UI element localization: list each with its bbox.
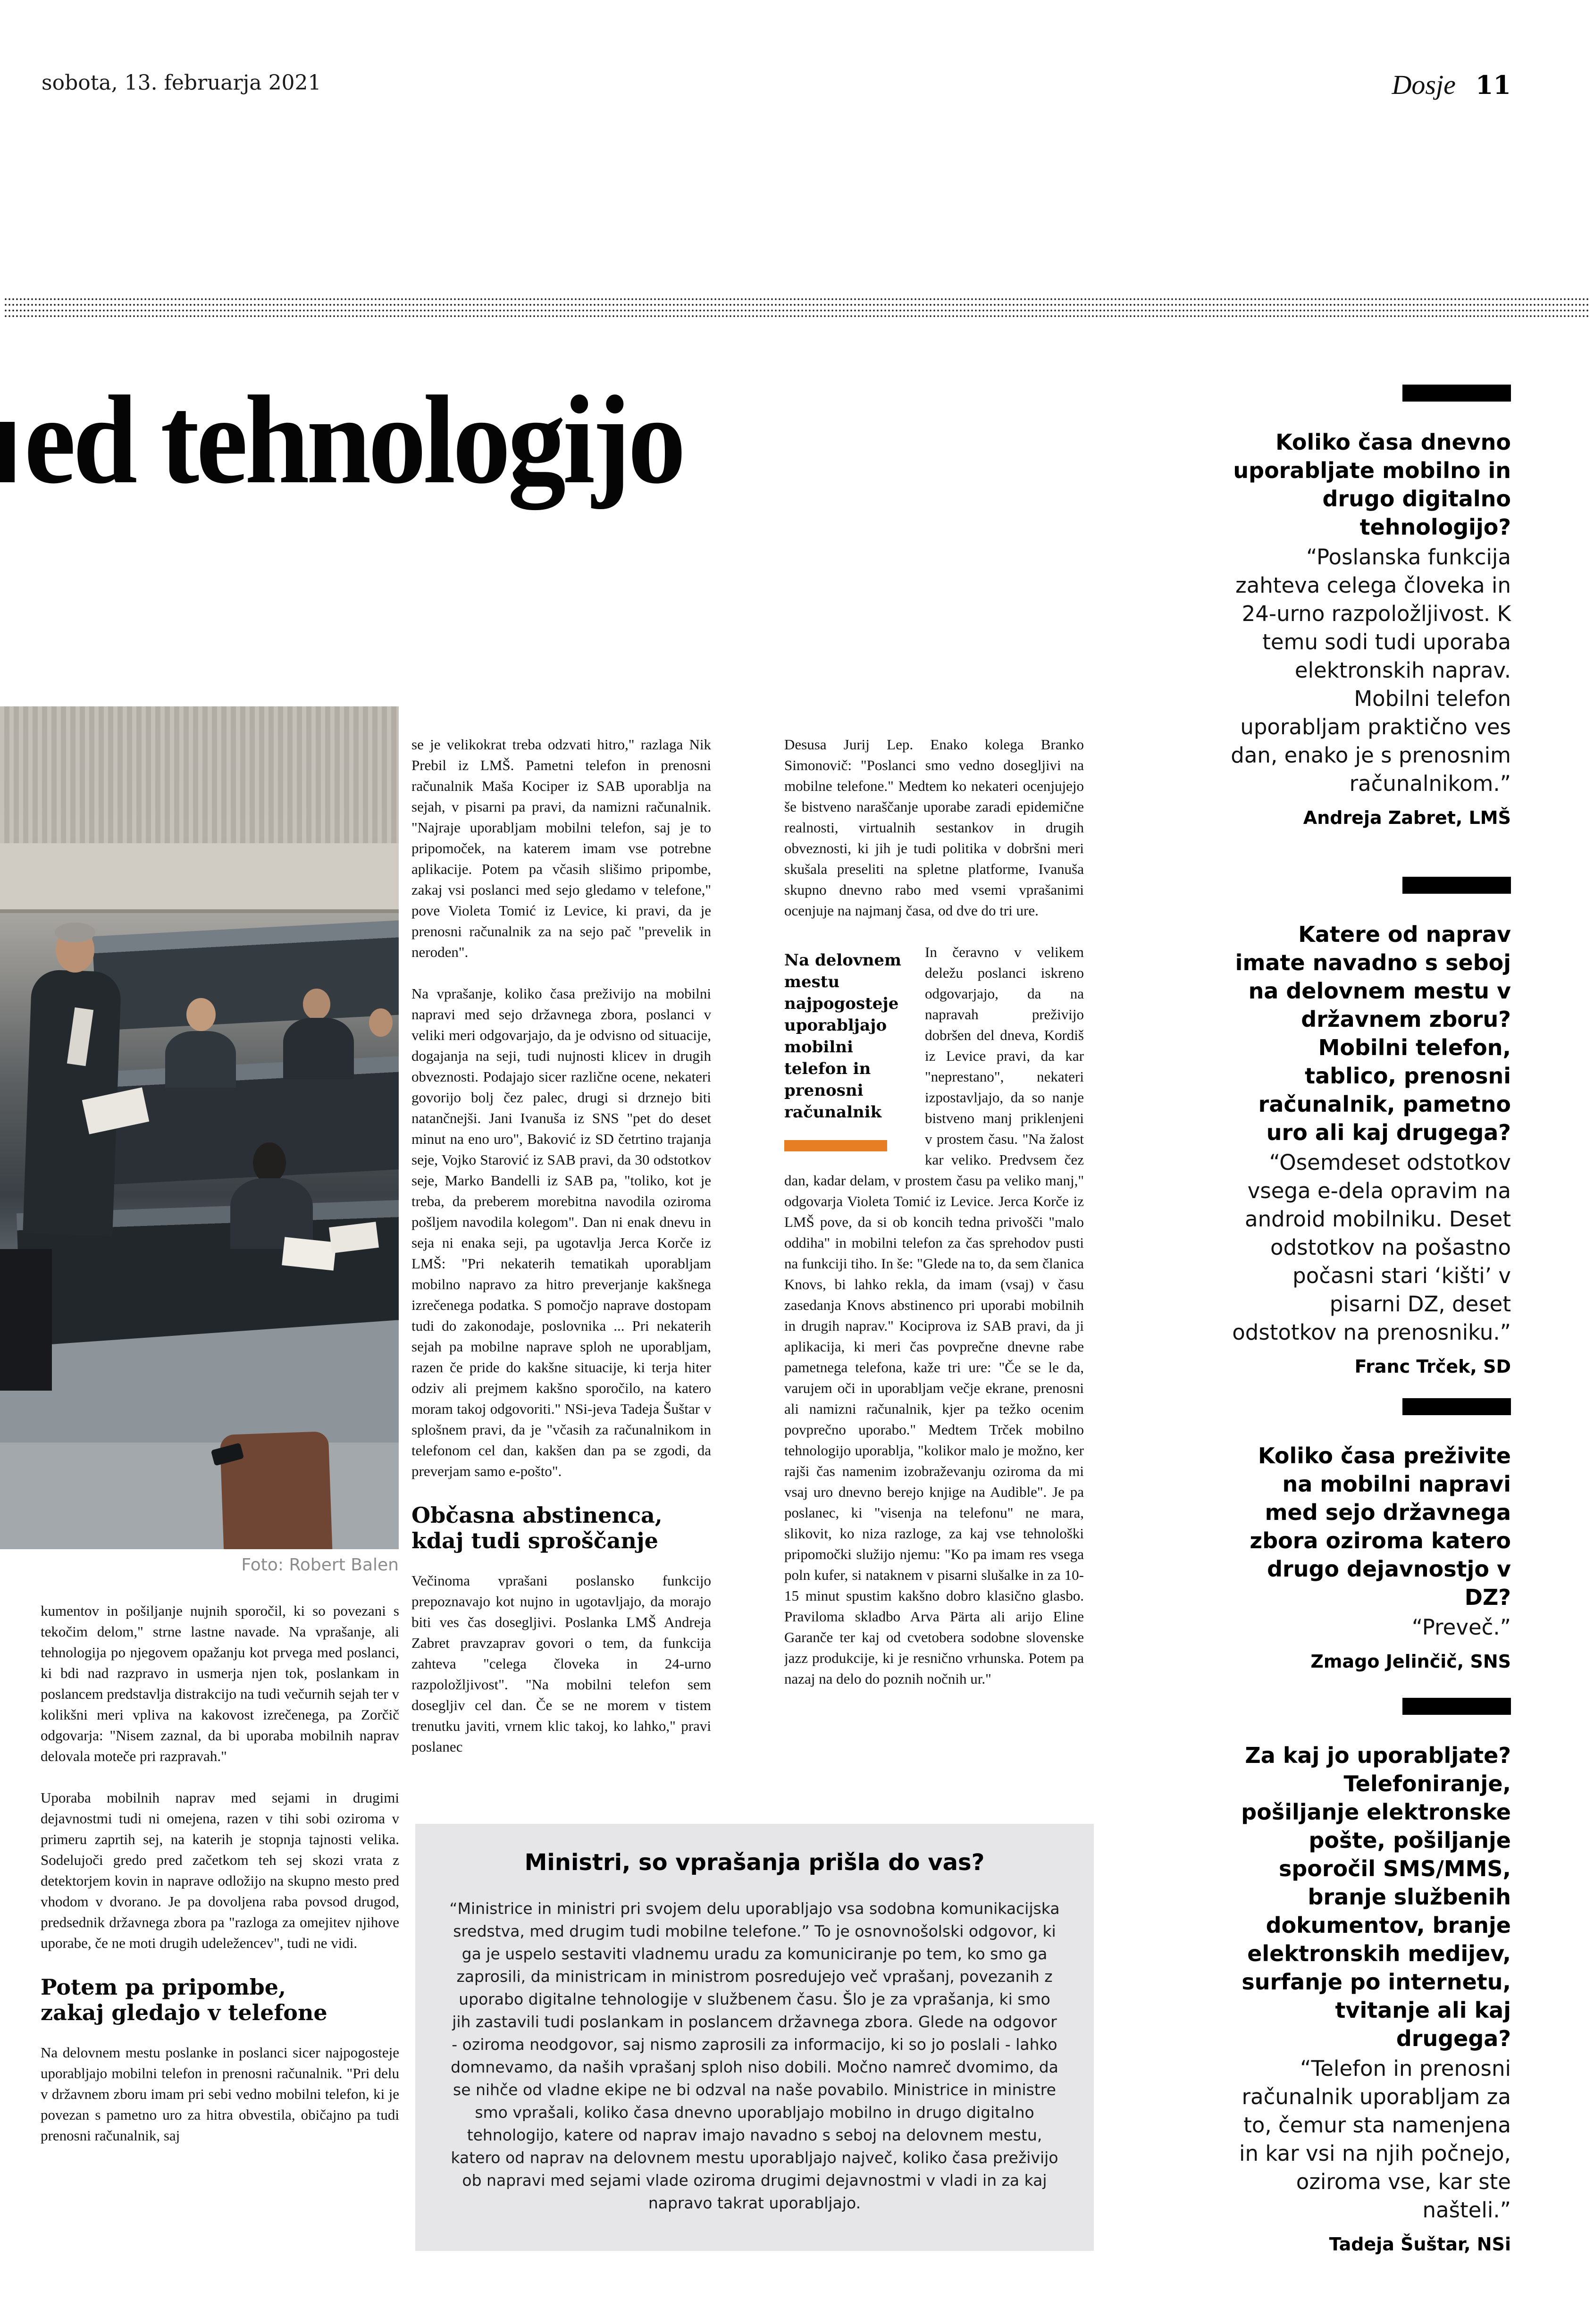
paragraph: In čeravno v velikem deležu poslanci iskreno odgovarjajo, da na napravah preživijo dobršen del dneva, Kordiš iz Levice pravi, da kar "neprestano", nekateri izpostavljajo, da so nanje bistveno manj priklenjeni v prostem času. "Na žalost kar veliko. Predvsem čez dan, kadar delam, v prostem času pa veliko manj," odgovarja Violeta Tomić iz Levice. Jerca Korče iz LMŠ pove, da si ob koncih tedna privošči "malo oddiha" in mobilni telefon za čas sprehodov pusti na funkciji tiho. In še: "Glede na to, da sem članica Knovs, bi lahko rekla, da imam (vsaj) v času zasedanja Knovs abstinenco pri uporabi mobilnih in drugih naprav." Kociprova iz SAB pravi, da ji aplikacija, ki meri čas povprečne dnevne rabe pametnega telefona, kaže tri ure: "Če se le da, varujem oči in uporabljam večje ekrane, prenosni ali namizni računalnik, kjer pa težko ocenim povprečno uporabo." Medtem Trček mobilno tehnologijo uporablja, "kolikor malo je možno, ker rajši čas namenim izobraževanju oziroma da mi vsaj uro dnevno berejo knjige na Audible". Je pa poslanec, ki "visenja na telefonu" ne mara, slikovit, ko niza razloge, za kaj vse tehnološki pripomočki služijo njemu: "Ko pa imam res vsega poln kufer, si nataknem v pisarni slušalke in za 10-15 minut spustim kakšno dobro klasično glasbo. Praviloma skladbo Arva Pärta ali arijo Eline Garanče ter kaj od cvetobera sodobne slovenske jazz produkcije, ki je resnično vrhunska. Potem pa nazaj na delo do poznih nočnih ur." [784,944,1084,1687]
photo-person-body [283,1018,354,1079]
photo-person-head [186,998,216,1031]
qa-block [1227,385,1511,830]
qa-question: Koliko časa dnevno uporabljate mobilno in drugo digitalno tehnologijo? [1233,429,1511,540]
photo-standing-man-hair [55,923,95,942]
photo-blinds [0,706,399,843]
qa-question: Za kaj jo uporabljate? Telefoniranje, pošiljanje elektronske pošte, pošiljanje sporočil SMS/MMS, branje službenih dokumentov, branje elektronskih medijev, surfanje po internetu, tvitanje ali kaj drugega? [1241,1743,1511,2051]
qa-answer: “Osemdeset odstotkov vsega e-dela opravim na android mobilniku. Deset odstotkov na pošastno počasni stari ‘kišti’ v pisarni DZ, deset odstotkov na prenosniku.” [1232,1150,1511,1345]
paragraph: se je velikokrat treba odzvati hitro," razlaga Nik Prebil iz LMŠ. Pametni telefon in prenosni računalnik Maša Kociper iz SAB uporablja na sejah, v pisarni pa pravi, da namizni računalnik. "Najraje uporabljam mobilni telefon, saj je to pripomoček, na katerem imam vse potrebne aplikacije. Potem pa včasih slišimo pripombe, zakaj vsi poslanci med sejo gledamo v telefone," pove Violeta Tomić iz Levice, ki pravi, da je prenosni računalnik za na sejo pač "prevelik in neroden". [411,736,711,960]
qa-sidebar [1227,385,1511,2272]
info-box-ministers [415,1824,1094,2251]
qa-block [1227,1698,1511,2257]
qa-question: Koliko časa preživite na mobilni napravi med sejo državnega zbora oziroma katero drugo dejavnostjo v DZ? [1250,1443,1511,1610]
headline [0,367,683,512]
paragraph: Desusa Jurij Lep. Enako kolega Branko Simonovič: "Poslanci smo vedno dosegljivi na mobilne telefone." Medtem ko nekateri ocenjujejo še bistveno naraščanje uporabe zaradi epidemične realnosti, virtualnih sestankov in drugih obveznosti, ki jih je tudi politika v dobršni meri skušala preseliti na spletne platforme, Ivanuša skupno dnevno rabo med vsemi vprašanimi ocenjuje na najmanj časa, od dve do tri ure. [784,736,1084,919]
photo-monitor [0,1249,52,1391]
headline-text: ed tehnologijo [24,369,683,510]
orange-accent-bar [784,1140,887,1151]
info-box-body: “Ministrice in ministri pri svojem delu uporabljajo vsa sodobna komunikacijska sredstva, med drugim tudi mobilne telefone.” To je osnovnošolski odgovor, ki ga je uspelo sestaviti vladnemu uradu za komuniciranje po tem, ko smo ga zaprosili, da ministricam in ministrom posredujejo več vprašanj, povezanih z uporabo digitalne tehnologije v službenem času. Šlo je za vprašanja, ki smo jih zastavili tudi poslankam in poslancem državnega zbora. Glede na odgovor - oziroma neodgovor, saj nismo zaprosili za informacijo, ki so jo poslali - lahko domnevamo, da naših vprašanj sploh niso dobili. Močno namreč dvomimo, da se nihče od vladne ekipe ne bi odzval na naše povabilo. Ministrice in ministre smo vprašali, koliko časa dnevno uporabljajo mobilno in drugo digitalno tehnologijo, katere od naprav imajo navadno s seboj na delovnem mestu, katero od naprav na delovnem mestu uporabljajo največ, koliko časa preživijo ob napravi med sejami vlade oziroma drugimi dejavnostmi v vladi in za kaj napravo takrat uporabljajo. [449,1899,1060,2212]
paragraph: Na delovnem mestu poslanke in poslanci sicer najpogosteje uporabljajo mobilni telefon in prenosni računalnik. "Pri delu v državnem zboru imam pri sebi vedno mobilni telefon, ki je povezan s pametno uro za hitra obvestila, običajno pa tudi prenosni računalnik, saj [41,2044,399,2144]
paragraph: Uporaba mobilnih naprav med sejami in drugimi dejavnostmi tudi ni omejena, razen v tihi sobi oziroma v primeru zaprtih sej, na katerih je stopnja tajnosti velika. Sodelujoči gredo pred začetkom teh sej skozi vrata z detektorjem kovin in naprave odložijo na skupno mesto pred vhodom v dvorano. Je pa dovoljena raba povsod drugod, predsednik državnega zbora pa "razloga za omejitev njihove uporabe, če ne moti drugih udeležencev", tudi ne vidi. [41,1789,399,1951]
black-bar [1402,877,1511,894]
subhead-line: kdaj tudi sproščanje [411,1528,658,1553]
qa-attribution: Zmago Jelinčič, SNS [1310,1651,1511,1672]
black-bar [1402,385,1511,402]
subhead [411,1502,711,1553]
qa-attribution: Franc Trček, SD [1354,1356,1511,1377]
paragraph: Na vprašanje, koliko časa preživijo na mobilni napravi med sejo državnega zbora, poslanci v veliki meri odgovarjajo, da je odvisno od situacije, dogajanja na seji, tudi nujnosti klicev in drugih obveznosti. Podajajo sicer različne ocene, nekateri govorijo bolj čez palec, drugi si drznejo biti natančnejši. Jani Ivanuša iz SNS "pet do deset minut na eno uro", Baković iz SD četrtino trajanja seje, Vojko Starović iz SAB pravi, da 30 odstotkov seje, Marko Bandelli iz SAB pa, "toliko, kot je treba, da preberem morebitna navodila oziroma pošljem navodila kolegom". Dan ni enak dnevu in seja ni enaka seji, pa ugotavlja Jerca Korče iz LMŠ: "Pri nekaterih tematikah uporabljam mobilno napravo za hitro preverjanje kakšnega izrečenega podatka. S pomočjo naprave dostopam tudi do zakonodaje, poslovnika ... Pri nekaterih sejah pa mobilne naprave sploh ne uporabljam, razen če pride do kakšne situacije, ki terja hiter odziv ali prejmem kakšno sporočilo, na katero moram takoj odgovoriti." NSi-jeva Tadeja Šuštar v splošnem pravi, da je "včasih za računalnikom in telefonom cel dan, kakšen dan pa se zgodi, da preverjam samo e-pošto". [411,985,711,1479]
subhead-line: zakaj gledajo v telefone [41,2000,327,2025]
photo-parliament [0,706,399,1549]
photo-person-head [369,1008,393,1037]
photo-wall-band [0,843,399,909]
qa-answer: “Preveč.” [1411,1615,1511,1640]
article-column-left [41,1601,399,2290]
clipped-letter-stem [0,422,15,482]
subhead [41,1974,399,2025]
qa-block [1227,877,1511,1379]
photo-person-body [165,1031,236,1088]
qa-answer: “Poslanska funkcija zahteva celega človeka in 24-urno razpoložljivost. K temu sodi tudi uporaba elektronskih naprav. Mobilni telefon uporabljam praktično ves dan, enako je s prenosnim računalnikom.” [1231,545,1511,796]
photo-paper [282,1237,336,1270]
photo-desk-row [92,920,399,1031]
qa-block [1227,1398,1511,1674]
paragraph: Večinoma vprašani poslansko funkcijo prepoznavajo kot nujno in ugotavljajo, da morajo biti ves čas dosegljivi. Poslanka LMŠ Andreja Zabret pravzaprav govori o tem, da funkcija zahteva "celega človeka in 24-urno razpoložljivost". "Na mobilni telefon sem dosegljiv cel dan. Če se ne morem v tistem trenutku javiti, vrnem klic takoj, ko lahko," pravi poslanec [411,1572,711,1755]
photo-person-head [303,989,330,1020]
photo-caption: Foto: Robert Balen [241,1555,399,1575]
black-bar [1402,1698,1511,1715]
photo-floor [0,1443,399,1549]
info-box-title: Ministri, so vprašanja prišla do vas? [524,1849,985,1876]
photo-panel-line [0,909,399,913]
qa-question: Katere od naprav imate navadno s seboj na delovnem mestu v državnem zboru? Mobilni telefon, tablico, prenosni računalnik, pametno uro ali kaj drugega? [1235,922,1511,1145]
section-title: Dosje [1392,69,1456,100]
page-header-right [1392,69,1511,101]
qa-attribution: Andreja Zabret, LMŠ [1303,807,1511,828]
photo-woman-hair [253,1142,286,1183]
qa-attribution: Tadeja Šuštar, NSi [1329,2234,1511,2255]
dotted-separator [4,296,1589,319]
article-column-b [784,734,1084,1817]
page-date: sobota, 13. februarja 2021 [42,71,321,95]
black-bar [1402,1398,1511,1415]
paragraph: kumentov in pošiljanje nujnih sporočil, ki so povezani s tekočim delom," strne lastne navade. Na vprašanje, ali tehnologija po njegovem opažanju kot prvega med poslanci, ki bdi nad razpravo in usmerja njen tok, poslankam in poslancem predstavlja distrakcijo na tudi večurnih sejah ter v kolikšni meri vpliva na kakovost izrečenega, pa Zorčič odgovarja: "Nisem zaznal, da bi uporaba mobilnih naprav delovala moteče pri razpravah." [41,1602,399,1764]
qa-answer: “Telefon in prenosni računalnik uporabljam za to, čemur sta namenjena in kar vsi na njih počnejo, oziroma vse, kar ste našteli.” [1239,2056,1511,2223]
subhead-line: Potem pa pripombe, [41,1974,286,2000]
subhead-line: Občasna abstinenca, [411,1502,663,1528]
pull-quote-text: Na delovnem mestu najpogosteje uporabljajo mobilni telefon in prenosni računalnik [784,951,902,1122]
pull-quote [784,949,908,1151]
article-column-a [411,734,711,1812]
page-number: 11 [1475,70,1511,100]
